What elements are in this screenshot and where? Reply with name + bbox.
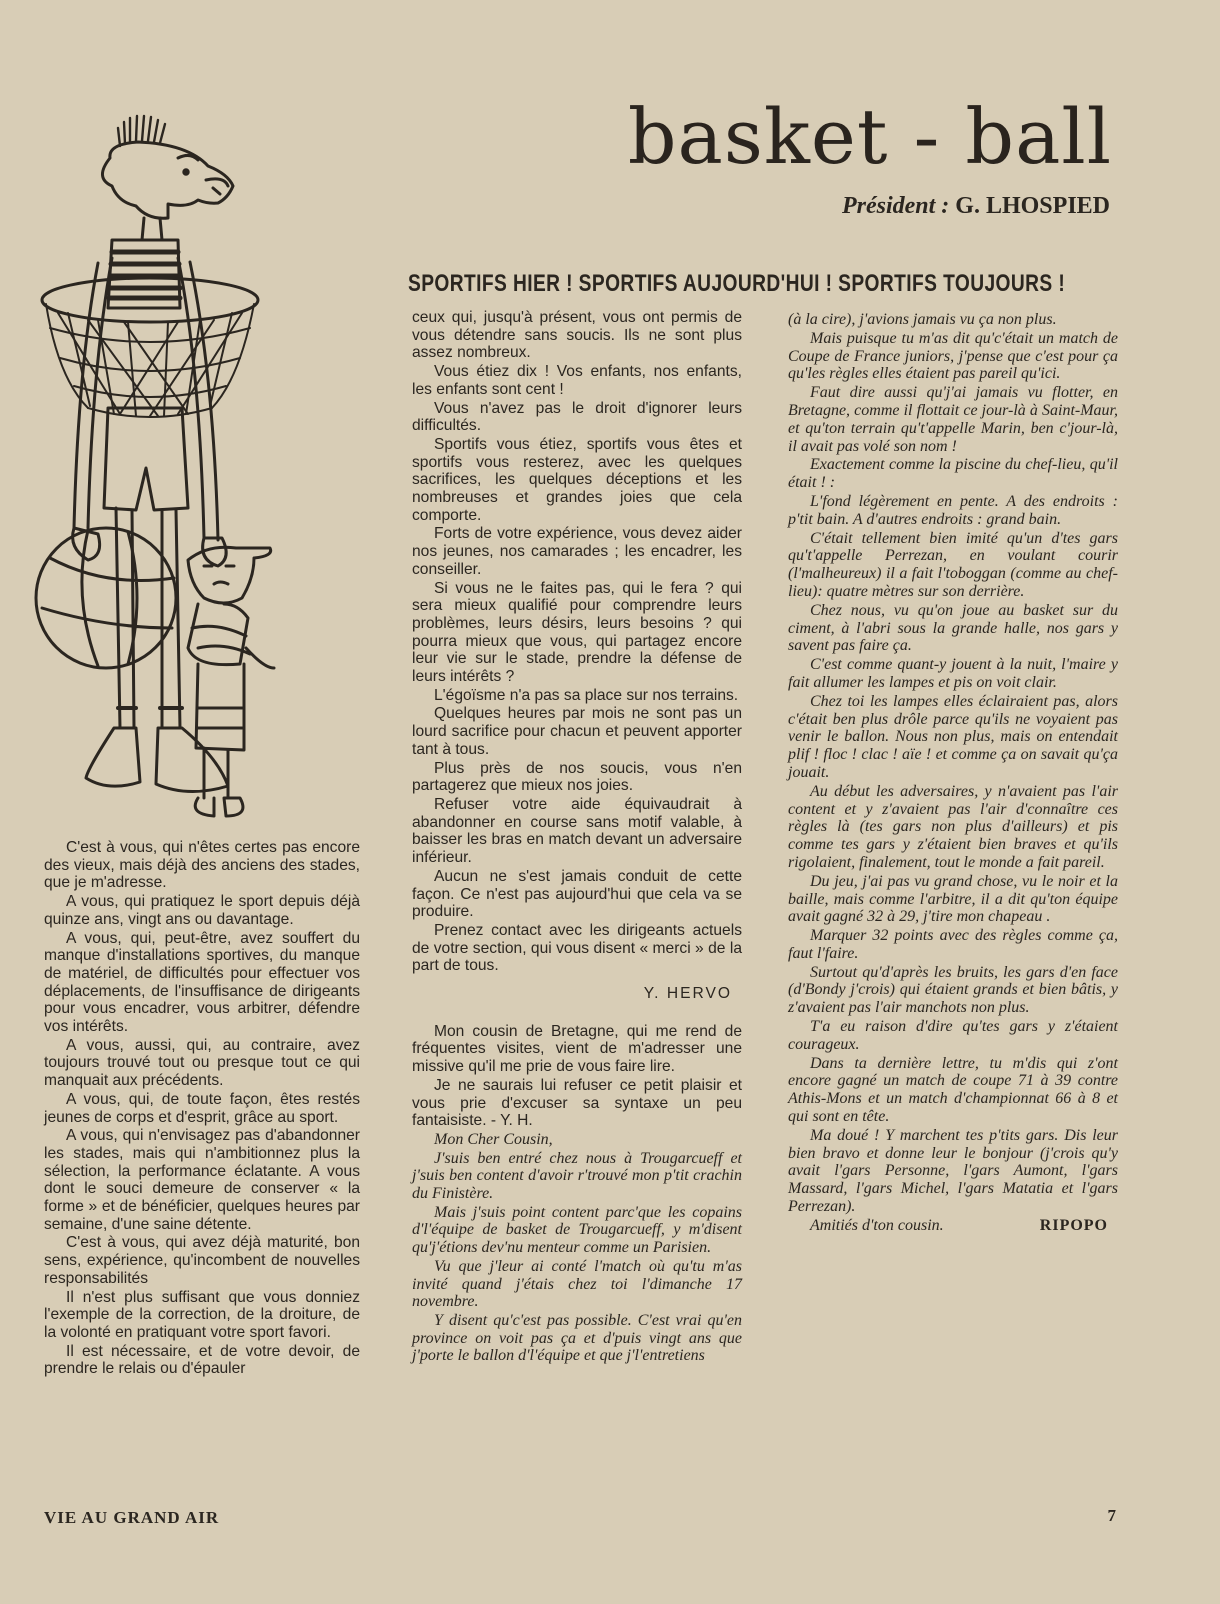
article-column-3 [788, 311, 1118, 1236]
letter-paragraph: C'était tellement bien imité qu'un d'tes gars qu't'appelle Perrezan, en voulant courir (l'malheureux) il a fait l'toboggan (comme au chef-lieu): quatre mètres sur son derrière. [788, 529, 1118, 600]
paragraph: Quelques heures par mois ne sont pas un lourd sacrifice pour chacun et peuvent apporter tant à tous. [412, 705, 742, 758]
paragraph: Forts de votre expérience, vous devez aider nos jeunes, nos camarades ; les encadrer, les conseiller. [412, 525, 742, 578]
paragraph: Aucun ne s'est jamais conduit de cette façon. Ce n'est pas aujourd'hui que cela va se produire. [412, 867, 742, 921]
small-boy-figure [188, 547, 274, 816]
player-shorts [104, 408, 188, 510]
paragraph: Vous étiez dix ! Vos enfants, nos enfants, les enfants sont cent ! [412, 363, 742, 398]
article-column-1 [44, 839, 360, 1379]
letter-paragraph: Y disent qu'c'est pas possible. C'est vrai qu'en province on voit pas ça et d'puis vingt ans que j'porte le ballon d'l'équipe et que j'l'entretiens [412, 1311, 742, 1365]
letter-paragraph: Surtout qu'd'après les bruits, les gars d'en face (d'Bondy j'crois) qui étaient grands et bien bâtis, y z'avaient pas l'air manchots non plus. [788, 963, 1118, 1017]
letter-paragraph: Faut dire aussi qu'j'ai jamais vu flotter, en Bretagne, comme il flottait ce jour-là à Saint-Maur, et qu'ton terrain qu't'appelle Marin, ben c'jour-là, il avait pas volé son nom ! [788, 384, 1118, 455]
basketball [36, 528, 176, 668]
paragraph: Mon cousin de Bretagne, qui me rend de fréquentes visites, vient de m'adresser une missive qu'il me prie de vous faire lire. [412, 1022, 742, 1076]
letter-paragraph: (à la cire), j'avions jamais vu ça non plus. [788, 311, 1057, 328]
paragraph: C'est à vous, qui n'êtes certes pas encore des vieux, mais déjà des anciens des stades, que je m'adresse. [44, 839, 360, 892]
paragraph: Il est nécessaire, et de votre devoir, de prendre le relais ou d'épauler [44, 1342, 360, 1378]
letter-paragraph: C'est comme quant-y jouent à la nuit, l'maire y fait allumer les lampes et pis on voit clair. [788, 656, 1118, 691]
paragraph: ceux qui, jusqu'à présent, vous ont permis de vous détendre sans soucis. Ils ne sont plus assez nombreux. [412, 309, 742, 362]
letter-paragraph: L'fond légèrement en pente. A des endroits : p'tit bain. A d'autres endroits : grand bain. [788, 492, 1118, 528]
paragraph: A vous, qui, de toute façon, êtes restés jeunes de corps et d'esprit, grâce au sport. [44, 1090, 360, 1126]
paragraph: A vous, qui pratiquez le sport depuis déjà quinze ans, vingt ans ou davantage. [44, 893, 360, 928]
left-shoe [86, 728, 140, 786]
article-headline: SPORTIFS HIER ! SPORTIFS AUJOURD'HUI ! SPORTIFS TOUJOURS ! [408, 270, 1066, 297]
letter-paragraph: Mais puisque tu m'as dit qu'c'était un match de Coupe de France juniors, j'pense que c'est pour ça qu'les règles elles étaient pas pareil qu'ici. [788, 329, 1118, 383]
page-number: 7 [1107, 1506, 1116, 1525]
paragraph: A vous, qui n'envisagez pas d'abandonner les stades, mais qui n'ambitionnez plus la sélection, la performance éclatante. A vous dont le souci demeure de conserver « la forme » et de bénéficier, quelques heures par semaine, d'une saine détente. [44, 1127, 360, 1233]
letter-paragraph: Ma doué ! Y marchent tes p'tits gars. Dis leur bien bravo et donne leur le bonjour (j'crois qu'y avait l'gars Personne, l'gars Aumont, l'gars Massard, l'gars Michel, l'gars Matatia et l'gars Perrezan). [788, 1126, 1118, 1216]
paragraph: Il n'est plus suffisant que vous donniez l'exemple de la correction, de la droiture, de la volonté en pratiquant votre sport favori. [44, 1288, 360, 1341]
letter-paragraph: Dans ta dernière lettre, tu m'dis qui z'ont encore gagné un match de coupe 71 à 39 contre Athis-Mons et un match d'championnat 66 à 8 et qui sont en tête. [788, 1054, 1118, 1126]
striped-shirt [108, 240, 180, 308]
paragraph: Refuser votre aide équivaudrait à abandonner en course sans motif valable, à baisser les bras en match devant un adversaire inférieur. [412, 795, 742, 867]
article-column-2 [412, 309, 742, 1366]
magazine-name: VIE AU GRAND AIR [44, 1508, 220, 1527]
paragraph: A vous, aussi, qui, au contraire, avez toujours trouvé tout ou presque tout ce qui manquait aux précédents. [44, 1036, 360, 1090]
paragraph: Sportifs vous étiez, sportifs vous êtes et sportifs vous resterez, avec les quelques sacrifices, les quelques déceptions et les nombreuses et grandes joies que cela comporte. [412, 435, 742, 524]
closing-text: Amitiés d'ton cousin. [810, 1216, 944, 1234]
letter-closing [788, 1217, 1118, 1235]
closing-signature: RIPOPO [1039, 1216, 1108, 1234]
basketball-player-illustration [28, 108, 288, 833]
paragraph: Si vous ne le faites pas, qui le fera ? qui sera mieux qualifié pour comprendre leurs problèmes, leurs désirs, leurs besoins ? qui pourra mieux que vous, qui partagez encore leur vie sur le stade, prendre la défense de leurs intérêts ? [412, 579, 742, 686]
paragraph: Vous n'avez pas le droit d'ignorer leurs difficultés. [412, 399, 742, 435]
letter-paragraph: J'suis ben entré chez nous à Trougarcueff et j'suis ben content d'avoir r'trouvé mon p'tit crachin du Finistère. [412, 1149, 742, 1203]
letter-paragraph: Vu que j'leur ai conté l'match où qu'tu m'as invité quand j'étais chez toi l'dimanche 17 novembre. [412, 1257, 742, 1311]
letter-paragraph: Du jeu, j'ai pas vu grand chose, vu le noir et la baille, mais comme l'arbitre, il a dit qu'ton équipe avait gagné 32 à 29, j'tire mon chapeau . [788, 872, 1118, 926]
letter-paragraph: Chez nous, vu qu'on joue au basket sur du ciment, à l'abri sous la grande halle, nos gars y savent pas faire ça. [788, 601, 1118, 655]
president-name: G. LHOSPIED [955, 193, 1110, 219]
paragraph: C'est à vous, qui avez déjà maturité, bon sens, expérience, qu'incombent de nouvelles responsabilités [44, 1234, 360, 1287]
right-shoe [156, 728, 228, 792]
president-role: Président : [841, 193, 950, 219]
article-signature: Y. HERVO [643, 985, 732, 1003]
letter-paragraph: Marquer 32 points avec des règles comme ça, faut l'faire. [788, 927, 1118, 962]
letter-paragraph: Au début les adversaires, y n'avaient pas l'air content et y z'avaient pas l'air d'connaître ces règles là (tes gars non plus d'ailleurs) et pis comme tes gars y z'étaient bien braves et qu'ils rigolaient, finalement, tout le monde a fait pareil. [788, 782, 1118, 871]
letter-paragraph: Mon Cher Cousin, [434, 1130, 553, 1148]
paragraph: A vous, qui, peut-être, avez souffert du manque d'installations sportives, du manque de matériel, de difficultés pour effectuer vos déplacements, de l'insuffisance de dirigeants pour vous encadrer, vous arbitrer, défendre vos intérêts. [44, 929, 360, 1036]
paragraph: L'égoïsme n'a pas sa place sur nos terrains. [434, 686, 739, 704]
letter-paragraph: Mais j'suis point content parc'que les copains d'l'équipe de basket de Trougarcueff, y m'disent qu'j'étions dev'nu menteur comme un Parisien. [412, 1203, 742, 1257]
letter-paragraph: T'a eu raison d'dire qu'tes gars y z'étaient courageux. [788, 1018, 1118, 1053]
letter-paragraph: Exactement comme la piscine du chef-lieu, qu'il était ! : [788, 456, 1118, 492]
president-line [842, 193, 1110, 220]
paragraph: Je ne saurais lui refuser ce petit plaisir et vous prie d'excuser sa syntaxe un peu fantaisiste. - Y. H. [412, 1076, 742, 1130]
paragraph: Prenez contact avec les dirigeants actuels de votre section, qui vous disent « merci » de la part de tous. [412, 921, 742, 975]
section-title: basket - ball [627, 92, 1112, 181]
letter-paragraph: Chez toi les lampes elles éclairaient pas, alors c'était ben plus drôle parce qu'ils ne voyaient pas venir le ballon. Nous non plus, mais on entendait plif ! floc ! clac ! aïe ! et comme ça on savait qu'ça jouait. [788, 692, 1118, 781]
paragraph: Plus près de nos soucis, vous n'en partagerez que mieux nos joies. [412, 759, 742, 795]
